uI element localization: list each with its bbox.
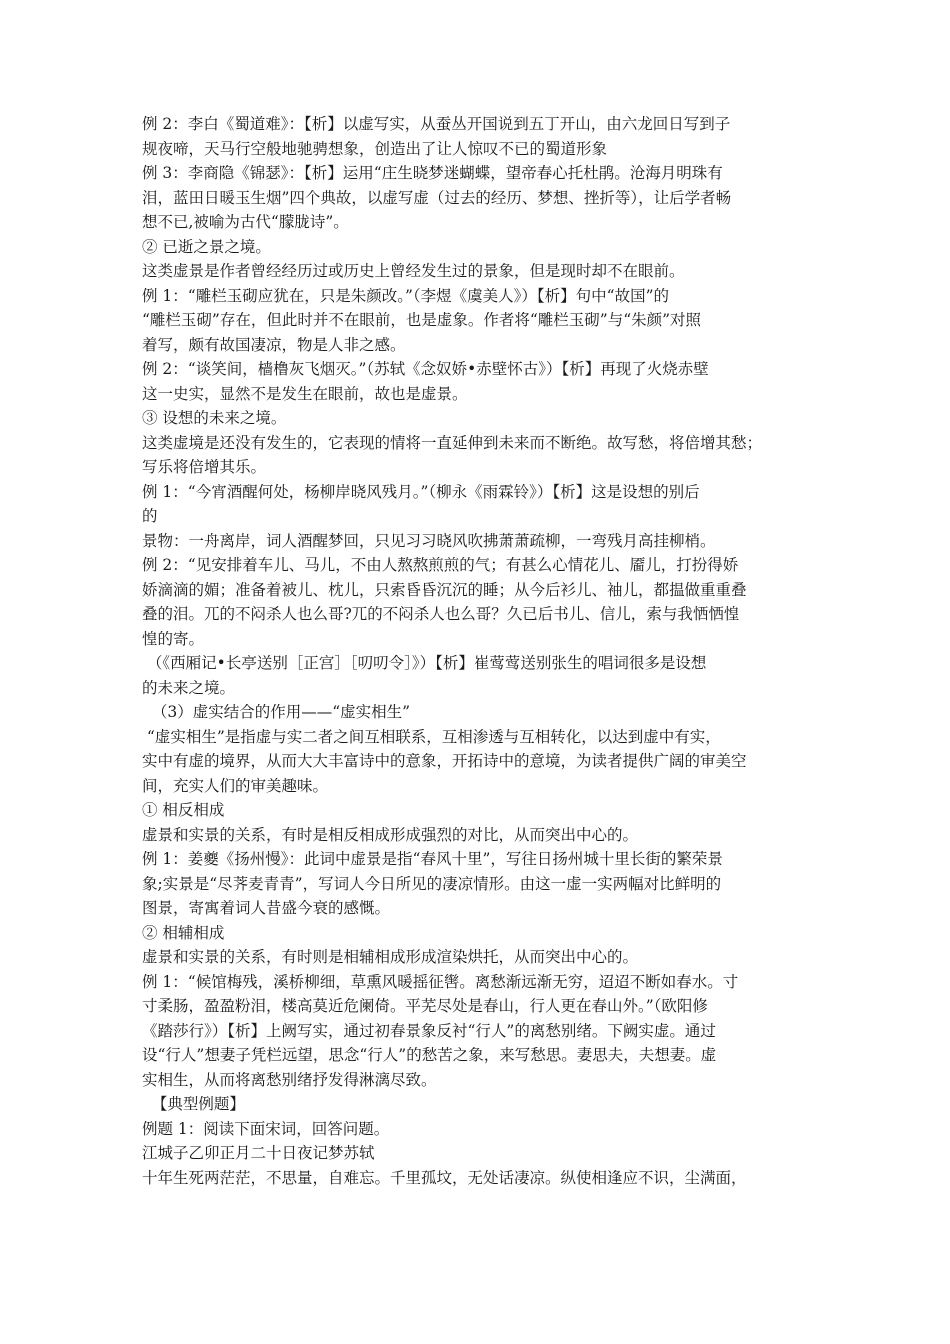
text-line: 《踏莎行》）【析】上阙写实，通过初春景象反衬“行人”的离愁别绪。下阙实虚。通过 xyxy=(142,1021,716,1040)
text-line: 寸柔肠，盈盈粉泪，楼高莫近危阑倚。平芜尽处是春山，行人更在春山外。”（欧阳修 xyxy=(142,997,708,1015)
text-line: ① 相反相成 xyxy=(142,801,225,819)
text-line: “雕栏玉砌”存在，但此时并不在眼前，也是虚象。作者将“雕栏玉砌”与“朱颜”对照 xyxy=(142,311,702,329)
text-line: 例 2：“见安排着车儿、马儿，不由人熬熬煎煎的气；有甚么心情花儿、靥儿，打扮得娇 xyxy=(142,556,739,574)
text-line: 设“行人”想妻子凭栏远望，思念“行人”的愁苦之象，来写愁思。妻思夫，夫想妻。虚 xyxy=(142,1046,717,1064)
text-line: 江城子乙卯正月二十日夜记梦苏轼 xyxy=(142,1144,375,1162)
text-line: 例 2：李白《蜀道难》：【析】以虚写实，从蚕丛开国说到五丁开山，由六龙回日写到子 xyxy=(142,115,731,133)
text-line: 例 1：“候馆梅残，溪桥柳细，草熏风暖摇征辔。离愁渐远渐无穷，迢迢不断如春水。寸 xyxy=(142,972,739,991)
text-line: 十年生死两茫茫，不思量，自难忘。千里孤坟，无处话凄凉。纵使相逢应不识，尘满面， xyxy=(142,1168,747,1187)
text-line: 图景，寄寓着词人昔盛今衰的感慨。 xyxy=(142,899,391,917)
text-line: 的未来之境。 xyxy=(142,678,236,697)
text-line: 规夜啼，天马行空般地驰骋想象，创造出了让人惊叹不已的蜀道形象 xyxy=(142,139,608,158)
text-line: ② 相辅相成 xyxy=(142,923,225,942)
text-line: ② 已逝之景之境。 xyxy=(142,237,271,256)
text-line: 例 1：“今宵酒醒何处，杨柳岸晓风残月。”（柳永《雨霖铃》）【析】这是设想的别后 xyxy=(142,482,700,501)
text-line: 象;实景是“尽荠麦青青”，写词人今日所见的凄凉情形。由这一虚一实两幅对比鲜明的 xyxy=(142,874,722,893)
text-line: 这类虚境是还没有发生的，它表现的情将一直延伸到未来而不断绝。故写愁，将倍增其愁； xyxy=(142,433,763,452)
text-line: 例题 1：阅读下面宋词，回答问题。 xyxy=(142,1119,390,1138)
text-line: 例 1：“雕栏玉砌应犹在，只是朱颜改。”（李煜《虞美人》）【析】句中“故国”的 xyxy=(142,286,669,305)
text-line: 虚景和实景的关系，有时是相反相成形成强烈的对比，从而突出中心的。 xyxy=(142,825,639,844)
text-line: 例 2：“谈笑间，樯橹灰飞烟灭。”（苏轼《念奴娇•赤壁怀古》）【析】再现了火烧赤壁 xyxy=(142,360,709,378)
text-line: 【典型例题】 xyxy=(142,1095,245,1113)
text-line: 间，充实人们的审美趣味。 xyxy=(142,776,329,795)
text-line: 实中有虚的境界，从而大大丰富诗中的意象，开拓诗中的意境，为读者提供广阔的审美空 xyxy=(142,752,747,770)
text-line: “虚实相生”是指虚与实二者之间互相联系，互相渗透与互相转化，以达到虚中有实， xyxy=(142,727,721,746)
text-line: 的 xyxy=(142,507,158,525)
text-line: ③ 设想的未来之境。 xyxy=(142,409,287,427)
text-line: 这类虚景是作者曾经经历过或历史上曾经发生过的景象，但是现时却不在眼前。 xyxy=(142,262,685,280)
text-line: 娇滴滴的媚；准备着被儿、枕儿，只索昏昏沉沉的睡；从今后衫儿、袖儿，都揾做重重叠 xyxy=(142,580,747,599)
text-line: 泪，蓝田日暖玉生烟”四个典故，以虚写虚（过去的经历、梦想、挫折等），让后学者畅 xyxy=(142,188,732,207)
text-line: 这一史实，显然不是发生在眼前，故也是虚景。 xyxy=(142,384,468,403)
text-line: 叠的泪。兀的不闷杀人也么哥?兀的不闷杀人也么哥？久已后书儿、信儿，索与我恓恓惶 xyxy=(142,605,740,623)
text-line: 想不已,被喻为古代“朦胧诗”。 xyxy=(142,213,349,231)
text-line: 例 3：李商隐《锦瑟》：【析】运用“庄生晓梦迷蝴蝶，望帝春心托杜鹃。沧海月明珠有 xyxy=(142,164,723,182)
text-line: （《西厢记•长亭送别［正宫］［叨叨令］》）【析】崔莺莺送别张生的唱词很多是设想 xyxy=(142,654,707,672)
text-line: 惶的寄。 xyxy=(142,629,205,648)
text-line: 实相生，从而将离愁别绪抒发得淋漓尽致。 xyxy=(142,1070,437,1089)
text-line: 虚景和实景的关系，有时则是相辅相成形成渲染烘托，从而突出中心的。 xyxy=(142,948,639,966)
text-line: 景物：一舟离岸，词人酒醒梦回，只见习习晓风吹拂萧萧疏柳，一弯残月高挂柳梢。 xyxy=(142,531,716,550)
text-line: 着写，颇有故国凄凉，物是人非之感。 xyxy=(142,335,406,354)
text-line: 例 1：姜夔《扬州慢》：此词中虚景是指“春风十里”，写往日扬州城十里长街的繁荣景 xyxy=(142,850,723,868)
document-body xyxy=(142,112,814,1190)
text-line: 写乐将倍增其乐。 xyxy=(142,458,267,476)
text-line: （3）虚实结合的作用——“虚实相生” xyxy=(142,703,411,721)
